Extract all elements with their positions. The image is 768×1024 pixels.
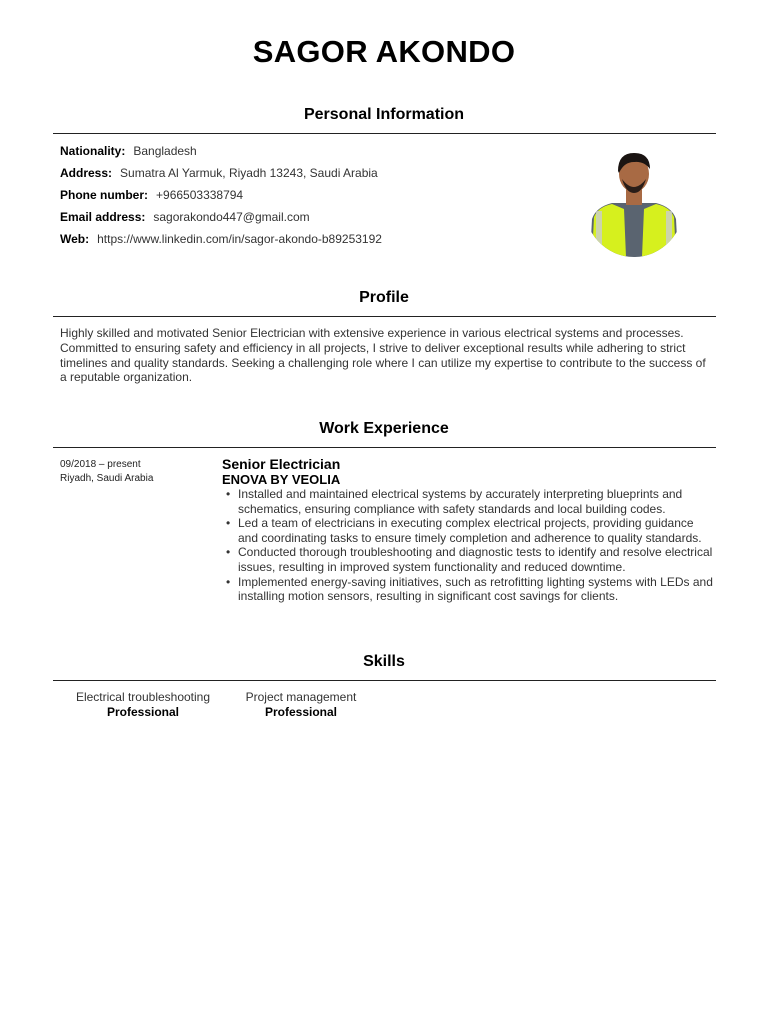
section-divider <box>53 133 716 134</box>
skill-item <box>66 690 220 720</box>
skill-name: Project management <box>245 690 357 704</box>
skill-item <box>236 690 366 720</box>
info-label: Phone number: <box>60 188 149 202</box>
info-row-web <box>60 232 382 246</box>
info-label: Email address: <box>60 210 146 224</box>
web-link[interactable]: https://www.linkedin.com/in/sagor-akondo-b89253192 <box>97 232 382 246</box>
candidate-name: SAGOR AKONDO <box>252 34 516 69</box>
section-divider <box>53 680 716 681</box>
list-item: • Installed and maintained electrical systems by accurately interpreting blueprints and schematics, ensuring compliance with safety standards and local building codes. <box>222 487 716 516</box>
job-company: ENOVA BY VEOLIA <box>222 472 341 487</box>
section-title-skills: Skills <box>363 653 405 670</box>
job-meta <box>60 458 153 486</box>
section-title-personal-information: Personal Information <box>303 106 465 123</box>
list-item: • Led a team of electricians in executing complex electrical projects, providing guidance and coordinating tasks to ensure timely completion and adherence to quality standards. <box>222 516 716 545</box>
skill-level: Professional <box>106 705 180 719</box>
section-title-work-experience: Work Experience <box>319 420 449 437</box>
info-label: Address: <box>60 166 113 180</box>
skill-level: Professional <box>264 705 338 719</box>
job-dates: 09/2018 – present <box>60 459 141 470</box>
profile-photo <box>582 147 686 257</box>
list-item: • Conducted thorough troubleshooting and diagnostic tests to identify and resolve electrical issues, resulting in improved system functionality and reduced downtime. <box>222 545 716 574</box>
section-divider <box>53 447 716 448</box>
info-value: Bangladesh <box>133 144 197 158</box>
info-row-phone <box>60 188 243 202</box>
info-label: Web: <box>60 232 90 246</box>
job-location: Riyadh, Saudi Arabia <box>60 473 154 484</box>
job-bullets <box>222 487 716 604</box>
profile-summary: Highly skilled and motivated Senior Electrician with extensive experience in various electrical systems and processes. Committed to ensuring safety and efficiency in all projects, I strive to deliver exceptional results while adhering to strict timelines and quality standards. Seeking a challenging role where I can utilize my expertise to contribute to the success of a reputable organization. <box>60 326 706 385</box>
job-position: Senior Electrician <box>222 456 341 472</box>
skill-name: Electrical troubleshooting <box>75 690 211 704</box>
section-divider <box>53 316 716 317</box>
info-label: Nationality: <box>60 144 126 158</box>
info-row-email <box>60 210 310 224</box>
info-value: +966503338794 <box>156 188 244 202</box>
list-item: • Implemented energy-saving initiatives, such as retrofitting lighting systems with LEDs and installing motion sensors, resulting in significant cost savings for clients. <box>222 575 716 604</box>
info-row-address <box>60 166 378 180</box>
email-link[interactable]: sagorakondo447@gmail.com <box>153 210 310 224</box>
info-row-nationality <box>60 144 197 158</box>
section-title-profile: Profile <box>359 289 409 306</box>
info-value: Sumatra Al Yarmuk, Riyadh 13243, Saudi Arabia <box>120 166 378 180</box>
